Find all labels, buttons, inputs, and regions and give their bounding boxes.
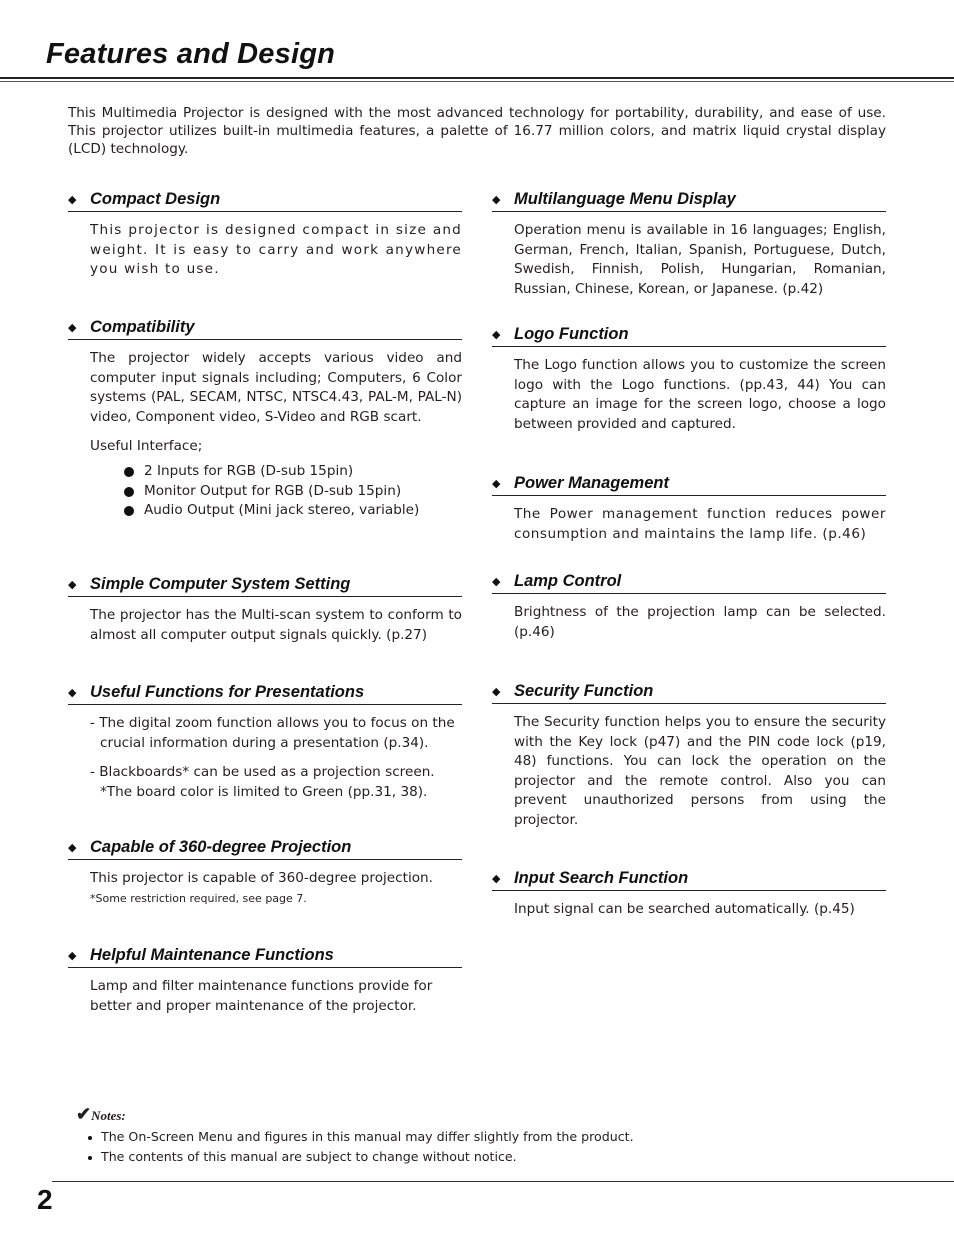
section-360-projection — [68, 838, 462, 907]
list-item: Audio Output (Mini jack stereo, variable) — [124, 501, 462, 521]
section-body — [514, 356, 886, 434]
section-text: The Logo function allows you to customize the screen logo with the Logo functions. (pp.43, 44) You can capture an image for the screen logo, choose a logo between provided and captured. — [514, 357, 886, 432]
page-number: 2 — [37, 1184, 53, 1215]
section-lamp-control — [492, 572, 886, 642]
section-heading — [492, 325, 886, 347]
section-title: Compact Design — [90, 190, 221, 208]
diamond-bullet-icon: ◆ — [492, 328, 501, 341]
section-title: Simple Computer System Setting — [90, 575, 351, 593]
section-body — [90, 349, 462, 521]
section-title: Power Management — [514, 474, 669, 492]
section-heading — [68, 683, 462, 705]
note-item: The On-Screen Menu and figures in this manual may differ slightly from the product. — [86, 1127, 896, 1147]
title-rule — [0, 77, 954, 79]
section-body — [90, 714, 462, 802]
section-simple-computer-system-setting — [68, 575, 462, 645]
section-heading — [492, 474, 886, 496]
checkmark-icon: ✔ — [76, 1104, 92, 1124]
section-body — [514, 505, 886, 544]
section-body — [514, 713, 886, 831]
section-text: The Security function helps you to ensure the security with the Key lock (p47) and the PIN code lock (p19, 48) functions. You can lock the operation on the projector and the remote control. Also you can prevent unauthorized persons from using the projector. — [514, 714, 886, 828]
diamond-bullet-icon: ◆ — [492, 193, 501, 206]
list-item: 2 Inputs for RGB (D-sub 15pin) — [124, 462, 462, 482]
section-body — [514, 221, 886, 299]
title-rule-thin — [0, 81, 954, 82]
section-text: This projector is designed compact in size and weight. It is easy to carry and work anywhere you wish to use. — [90, 222, 462, 278]
interface-list — [124, 462, 462, 521]
notes-list — [86, 1127, 896, 1167]
footnote: *Some restriction required, see page 7. — [90, 891, 307, 905]
section-subheading: Useful Interface; — [90, 438, 203, 455]
section-compatibility — [68, 318, 462, 521]
section-body — [90, 221, 462, 280]
section-title: Logo Function — [514, 325, 629, 343]
section-text: Operation menu is available in 16 languages; English, German, French, Italian, Spanish, Portuguese, Dutch, Swedish, Finnish, Polish, Hungarian, Romanian, Russian, Chinese, Korean, or Japanese. (p.42) — [514, 222, 886, 297]
section-body — [90, 977, 462, 1016]
section-input-search — [492, 869, 886, 920]
section-power-management — [492, 474, 886, 544]
diamond-bullet-icon: ◆ — [492, 872, 501, 885]
list-item: - The digital zoom function allows you to focus on the crucial information during a presentation (p.34). — [90, 715, 455, 751]
intro-paragraph: This Multimedia Projector is designed with the most advanced technology for portability, durability, and ease of use. This projector utilizes built-in multimedia features, a palette of 16.77 million colors, and matrix liquid crystal display (LCD) technology. — [68, 105, 886, 157]
section-text: Lamp and filter maintenance functions provide for better and proper maintenance of the projector. — [90, 978, 433, 1014]
notes-label: Notes: — [91, 1108, 126, 1123]
section-title: Helpful Maintenance Functions — [90, 946, 334, 964]
section-heading — [492, 190, 886, 212]
note-item: The contents of this manual are subject to change without notice. — [86, 1147, 896, 1167]
section-text: The projector widely accepts various video and computer input signals including; Computers, 6 Color systems (PAL, SECAM, NTSC, NTSC4.43, PAL-M, PAL-N) video, Component video, S-Video and RGB scart. — [90, 350, 462, 425]
diamond-bullet-icon: ◆ — [492, 685, 501, 698]
section-helpful-maintenance — [68, 946, 462, 1016]
section-text: The projector has the Multi-scan system to conform to almost all computer output signals quickly. (p.27) — [90, 607, 462, 643]
section-heading — [492, 682, 886, 704]
diamond-bullet-icon: ◆ — [68, 841, 77, 854]
section-heading — [68, 946, 462, 968]
section-title: Security Function — [514, 682, 654, 700]
list-item: - Blackboards* can be used as a projection screen. *The board color is limited to Green (pp.31, 38). — [90, 764, 435, 800]
section-heading — [492, 869, 886, 891]
section-body — [90, 869, 462, 907]
list-item: Monitor Output for RGB (D-sub 15pin) — [124, 482, 462, 502]
section-heading — [492, 572, 886, 594]
section-title: Multilanguage Menu Display — [514, 190, 736, 208]
section-body — [90, 606, 462, 645]
diamond-bullet-icon: ◆ — [68, 686, 77, 699]
section-title: Useful Functions for Presentations — [90, 683, 365, 701]
section-heading — [68, 838, 462, 860]
section-heading — [68, 190, 462, 212]
notes-box — [76, 1104, 896, 1167]
diamond-bullet-icon: ◆ — [68, 193, 77, 206]
diamond-bullet-icon: ◆ — [492, 575, 501, 588]
diamond-bullet-icon: ◆ — [68, 578, 77, 591]
section-title: Input Search Function — [514, 869, 689, 887]
section-text: Brightness of the projection lamp can be selected. (p.46) — [514, 604, 886, 640]
section-text: This projector is capable of 360-degree projection. — [90, 870, 433, 886]
section-heading — [68, 575, 462, 597]
diamond-bullet-icon: ◆ — [492, 477, 501, 490]
section-logo-function — [492, 325, 886, 434]
section-title: Capable of 360-degree Projection — [90, 838, 352, 856]
section-compact-design — [68, 190, 462, 280]
section-text: The Power management function reduces power consumption and maintains the lamp life. (p.46) — [514, 506, 886, 542]
footer-rule — [52, 1181, 954, 1182]
section-text: Input signal can be searched automatically. (p.45) — [514, 901, 855, 917]
page-title: Features and Design — [46, 38, 336, 70]
notes-heading — [76, 1104, 896, 1125]
section-title: Compatibility — [90, 318, 195, 336]
section-security-function — [492, 682, 886, 831]
diamond-bullet-icon: ◆ — [68, 949, 77, 962]
section-useful-functions — [68, 683, 462, 802]
section-body — [514, 900, 886, 920]
section-heading — [68, 318, 462, 340]
section-title: Lamp Control — [514, 572, 622, 590]
diamond-bullet-icon: ◆ — [68, 321, 77, 334]
section-body — [514, 603, 886, 642]
section-multilanguage-menu — [492, 190, 886, 299]
